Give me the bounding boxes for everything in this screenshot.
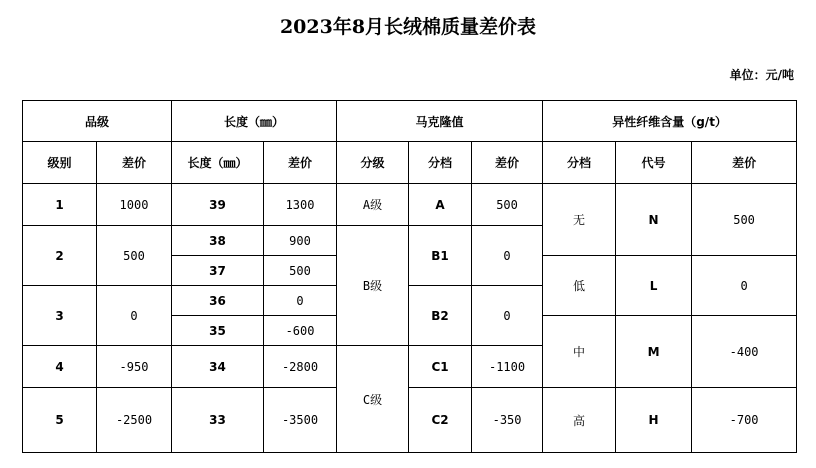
ff-diff-cell: 0: [692, 256, 797, 316]
ff-bin-cell: 中: [543, 316, 616, 388]
length-mm-cell: 34: [172, 346, 264, 388]
grade-level-cell: 2: [23, 226, 97, 286]
subheader-mic-class: 分级: [337, 142, 409, 184]
length-mm-cell: 35: [172, 316, 264, 346]
ff-diff-cell: -700: [692, 388, 797, 453]
page-title: 2023年8月长绒棉质量差价表: [279, 16, 537, 38]
mic-diff-cell: 0: [472, 286, 543, 346]
ff-code-cell: M: [616, 316, 692, 388]
length-diff-cell: 900: [264, 226, 337, 256]
length-diff-cell: 1300: [264, 184, 337, 226]
group-header-length: 长度（㎜）: [172, 101, 337, 142]
mic-diff-cell: -350: [472, 388, 543, 453]
mic-bin-cell: C1: [409, 346, 472, 388]
subheader-ff-code: 代号: [616, 142, 692, 184]
table-row: [23, 184, 797, 226]
table-row: [23, 388, 797, 453]
grade-diff-cell: 500: [97, 226, 172, 286]
grade-level-cell: 4: [23, 346, 97, 388]
length-mm-cell: 39: [172, 184, 264, 226]
length-mm-cell: 37: [172, 256, 264, 286]
group-header-grade: 品级: [23, 101, 172, 142]
mic-class-cell: C级: [337, 346, 409, 453]
mic-diff-cell: 0: [472, 226, 543, 286]
sub-header-row: [23, 142, 797, 184]
mic-bin-cell: B2: [409, 286, 472, 346]
unit-label: 单位：元/吨: [729, 68, 794, 82]
ff-code-cell: N: [616, 184, 692, 256]
ff-code-cell: H: [616, 388, 692, 453]
grade-diff-cell: 0: [97, 286, 172, 346]
subheader-length-mm: 长度（㎜）: [172, 142, 264, 184]
subheader-length-diff: 差价: [264, 142, 337, 184]
subheader-mic-bin: 分档: [409, 142, 472, 184]
mic-bin-cell: B1: [409, 226, 472, 286]
grade-diff-cell: 1000: [97, 184, 172, 226]
length-diff-cell: -600: [264, 316, 337, 346]
group-header-micronaire: 马克隆值: [337, 101, 543, 142]
mic-diff-cell: -1100: [472, 346, 543, 388]
ff-bin-cell: 无: [543, 184, 616, 256]
length-mm-cell: 33: [172, 388, 264, 453]
length-diff-cell: -3500: [264, 388, 337, 453]
mic-bin-cell: A: [409, 184, 472, 226]
quality-price-table: [22, 100, 797, 453]
ff-bin-cell: 低: [543, 256, 616, 316]
subheader-ff-diff: 差价: [692, 142, 797, 184]
ff-code-cell: L: [616, 256, 692, 316]
ff-bin-cell: 高: [543, 388, 616, 453]
length-diff-cell: -2800: [264, 346, 337, 388]
length-diff-cell: 500: [264, 256, 337, 286]
length-mm-cell: 36: [172, 286, 264, 316]
ff-diff-cell: 500: [692, 184, 797, 256]
grade-level-cell: 3: [23, 286, 97, 346]
subheader-ff-bin: 分档: [543, 142, 616, 184]
length-mm-cell: 38: [172, 226, 264, 256]
mic-class-cell: B级: [337, 226, 409, 346]
subheader-grade-diff: 差价: [97, 142, 172, 184]
group-header-row: [23, 101, 797, 142]
mic-diff-cell: 500: [472, 184, 543, 226]
ff-diff-cell: -400: [692, 316, 797, 388]
group-header-foreign-fiber: 异性纤维含量（g/t）: [543, 101, 797, 142]
mic-bin-cell: C2: [409, 388, 472, 453]
grade-diff-cell: -2500: [97, 388, 172, 453]
grade-level-cell: 1: [23, 184, 97, 226]
mic-class-cell: A级: [337, 184, 409, 226]
grade-level-cell: 5: [23, 388, 97, 453]
subheader-mic-diff: 差价: [472, 142, 543, 184]
subheader-grade-level: 级别: [23, 142, 97, 184]
grade-diff-cell: -950: [97, 346, 172, 388]
length-diff-cell: 0: [264, 286, 337, 316]
